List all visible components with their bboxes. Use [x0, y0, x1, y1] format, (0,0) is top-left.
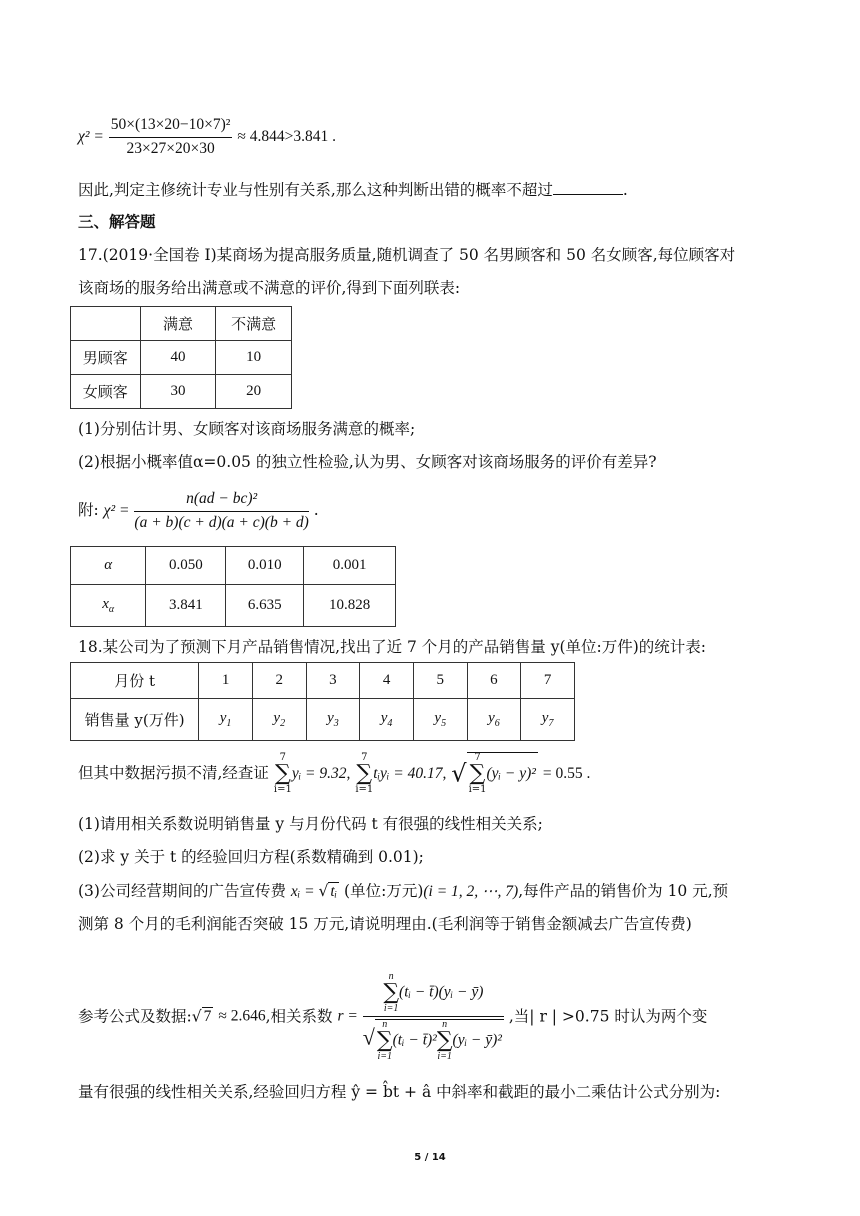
table-cell: [413, 699, 467, 741]
formula-lhs: χ² =: [103, 502, 130, 520]
y-symbol: y: [380, 710, 388, 726]
summation-symbol: n ∑ i=1: [376, 1019, 393, 1062]
sum-lower: i=1: [355, 784, 374, 795]
q18-part1: (1)请用相关系数说明销售量 y 与月份代码 t 有很强的线性相关关系;: [78, 815, 543, 833]
part3-text-c: ,每件产品的销售价为 10 元,预: [518, 882, 729, 900]
sqrt-ti: tᵢ: [330, 883, 338, 900]
subscript: 7: [548, 718, 554, 729]
sum-upper: n: [388, 971, 394, 982]
chi-lhs: χ² =: [78, 128, 104, 146]
radical-sign: √: [451, 759, 467, 788]
chi-rhs: ≈ 4.844>3.841 .: [237, 128, 336, 146]
sum-lower: i=1: [377, 1051, 392, 1062]
sum-upper: 7: [279, 752, 287, 763]
sqrt-seven: 7: [203, 1008, 212, 1026]
table-cell: 10.828: [304, 585, 396, 627]
q17-line2: 该商场的服务给出满意或不满意的评价,得到下面列联表:: [78, 279, 461, 297]
radical-sign: √: [191, 1007, 202, 1026]
table-cell: 0.050: [146, 547, 226, 585]
reference-formula: [78, 972, 707, 1062]
r-numerator: [363, 972, 504, 1017]
subscript: 6: [494, 718, 500, 729]
sales-label: 销售量 y(万件): [71, 699, 199, 741]
table-cell: [199, 699, 253, 741]
table-header-cell: 满意: [140, 307, 216, 341]
r-den-a: (tᵢ − t̄)²: [392, 1031, 437, 1049]
q18-part3-line1: [78, 882, 728, 902]
section-heading: 三、解答题: [78, 212, 156, 231]
table-cell: [521, 699, 575, 741]
r-den-sqrt: [375, 1019, 504, 1062]
chi-fraction: [109, 116, 233, 158]
table-cell: [467, 699, 521, 741]
table-header-cell: 不满意: [216, 307, 292, 341]
summation-symbol: n ∑ i=1: [383, 971, 400, 1014]
y-symbol: y: [434, 710, 442, 726]
r-den-b: (yᵢ − ȳ)²: [452, 1031, 502, 1049]
table-header-cell: [71, 307, 141, 341]
conclusion-period: .: [622, 181, 628, 199]
table-cell: 5: [413, 663, 467, 699]
conclusion-text: 因此,判定主修统计专业与性别有关系,那么这种判断出错的概率不超过: [78, 181, 553, 199]
y-symbol: y: [219, 710, 227, 726]
xi-expr: xᵢ =: [290, 883, 319, 900]
sum-lower: i=1: [273, 784, 292, 795]
alpha-subscript: α: [108, 604, 115, 615]
table-cell: 30: [140, 375, 216, 409]
r-num-expr: (tᵢ − t̄)(yᵢ − ȳ): [399, 983, 484, 1001]
table-cell: 0.001: [304, 547, 396, 585]
table-cell: 6: [467, 663, 521, 699]
q17-part2: (2)根据小概率值α=0.05 的独立性检验,认为男、女顾客对该商场服务的评价有差异?: [78, 453, 657, 471]
q18-last-line: 量有很强的线性相关关系,经验回归方程 ŷ = b̂t + â 中斜率和截距的最小二乘估计公式分别为:: [78, 1083, 721, 1101]
sum1-expr: yᵢ = 9.32,: [291, 765, 351, 782]
corr-label: ,相关系数: [265, 1007, 333, 1026]
summation-symbol: 7 ∑ i=1: [355, 752, 374, 795]
subscript: 1: [226, 718, 232, 729]
x-symbol: x: [102, 596, 109, 612]
sqrt-content: [467, 752, 538, 795]
data-prefix: 但其中数据污损不清,经查证: [78, 764, 269, 782]
alpha-label: α: [71, 547, 146, 585]
q18-line1: 18.某公司为了预测下月产品销售情况,找出了近 7 个月的产品销售量 y(单位:万件)的统计表:: [78, 638, 707, 656]
summation-symbol: 7 ∑ i=1: [468, 752, 487, 795]
page-number: 5 / 14: [414, 1152, 446, 1163]
sum-lower: i=1: [468, 784, 487, 795]
q17-contingency-table: [70, 306, 292, 409]
y-symbol: y: [273, 710, 281, 726]
table-cell: 10: [216, 341, 292, 375]
table-cell: 2: [252, 663, 306, 699]
x-alpha-label: [71, 585, 146, 627]
q18-part3-line2: 测第 8 个月的毛利润能否突破 15 万元,请说明理由.(毛利润等于销售金额减去广告宣传费): [78, 915, 692, 933]
radical-sign: √: [318, 882, 329, 900]
table-cell: 3.841: [146, 585, 226, 627]
ref-prefix: 参考公式及数据:: [78, 1007, 192, 1026]
ref-suffix: ,当| r | >0.75 时认为两个变: [508, 1007, 708, 1026]
part3-text-a: (3)公司经营期间的广告宣传费: [78, 882, 286, 900]
answer-blank: [553, 180, 623, 195]
alpha-critical-table: [70, 546, 396, 627]
subscript: 3: [333, 718, 339, 729]
data-end: = 0.55 .: [542, 765, 591, 782]
part3-range: (i = 1, 2, ⋯, 7): [423, 883, 519, 900]
part3-text-b: (单位:万元): [344, 882, 424, 900]
subscript: 4: [387, 718, 393, 729]
sum-upper: 7: [361, 752, 368, 763]
table-cell: [252, 699, 306, 741]
q17-part1: (1)分别估计男、女顾客对该商场服务满意的概率;: [78, 420, 416, 438]
table-cell: [306, 699, 360, 741]
sum3-expr: (yᵢ − y)²: [486, 765, 536, 782]
summation-symbol: n ∑ i=1: [436, 1019, 453, 1062]
sum-lower: i=1: [437, 1051, 452, 1062]
table-cell: [360, 699, 414, 741]
formula-denominator: (a + b)(c + d)(a + c)(b + d): [134, 513, 309, 531]
table-cell: 7: [521, 663, 575, 699]
q18-part2: (2)求 y 关于 t 的经验回归方程(系数精确到 0.01);: [78, 848, 424, 866]
q17-appendix-formula: [78, 490, 319, 532]
formula-numerator: n(ad − bc)²: [134, 490, 308, 512]
month-label: 月份 t: [71, 663, 199, 699]
r-denominator: [363, 1017, 504, 1062]
table-cell: 1: [199, 663, 253, 699]
sum-upper: n: [382, 1019, 388, 1030]
chi-numerator: 50×(13×20−10×7)²: [109, 116, 233, 138]
subscript: 5: [441, 718, 447, 729]
y-symbol: y: [327, 710, 334, 726]
table-cell: 40: [140, 341, 216, 375]
sum-lower: i=1: [383, 1003, 399, 1014]
q18-sales-table: [70, 662, 575, 741]
r-eq: r =: [337, 1007, 358, 1025]
chi-denominator: 23×27×20×30: [126, 139, 215, 157]
y-symbol: y: [488, 710, 495, 726]
sum2-expr: tᵢyᵢ = 40.17,: [373, 765, 447, 782]
formula-fraction: [134, 490, 308, 532]
appendix-label: 附:: [78, 501, 99, 520]
sum-upper: n: [442, 1019, 448, 1030]
radical-sign: √: [362, 1024, 375, 1050]
conclusion-line: [78, 180, 628, 200]
sqrt-approx: ≈ 2.646: [218, 1007, 266, 1025]
table-cell: 4: [360, 663, 414, 699]
formula-end: .: [313, 501, 319, 520]
chi-square-computation: [78, 116, 336, 158]
q18-data-line: [78, 752, 590, 795]
q17-line1: 17.(2019·全国卷 I)某商场为提高服务质量,随机调查了 50 名男顾客和 50 名女顾客,每位顾客对: [78, 246, 736, 264]
table-cell: 女顾客: [71, 375, 141, 409]
table-cell: 3: [306, 663, 360, 699]
table-cell: 20: [216, 375, 292, 409]
summation-symbol: 7 ∑ i=1: [273, 752, 292, 795]
subscript: 2: [280, 718, 286, 729]
table-cell: 6.635: [226, 585, 304, 627]
y-symbol: y: [541, 710, 549, 726]
r-fraction: [363, 972, 504, 1062]
sum-upper: 7: [474, 752, 481, 763]
table-cell: 0.010: [226, 547, 304, 585]
table-cell: 男顾客: [71, 341, 141, 375]
